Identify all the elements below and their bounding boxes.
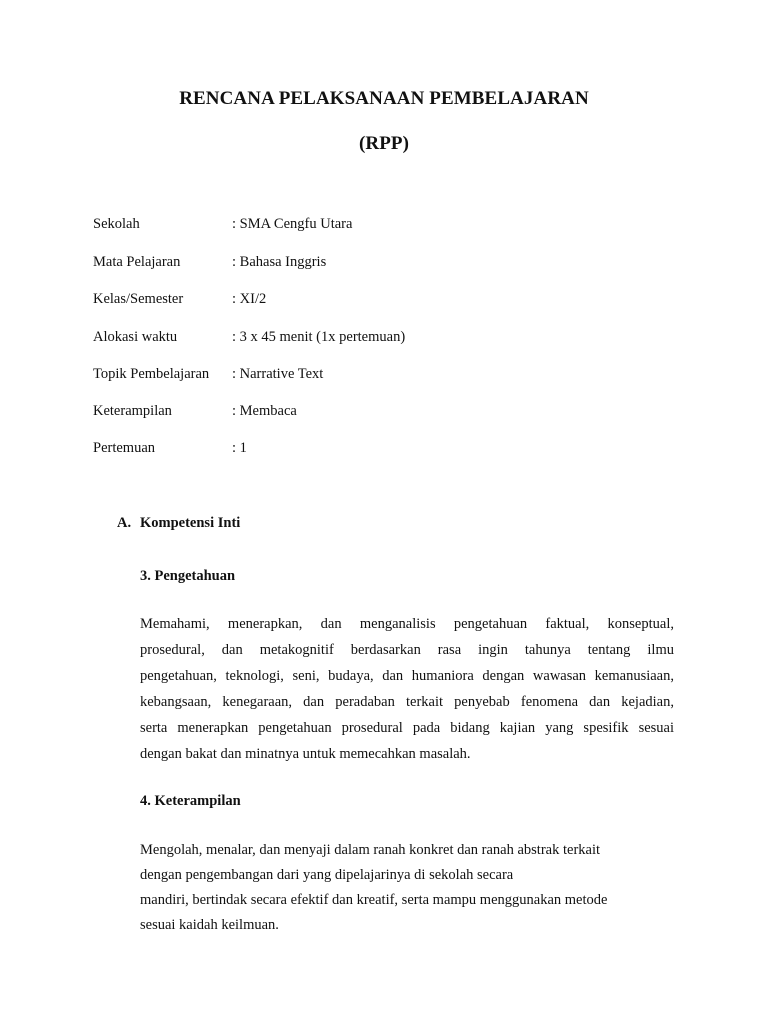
ki4-line: dengan pengembangan dari yang dipelajarinya di sekolah secara (140, 867, 514, 883)
info-row-kelas-semester (93, 289, 266, 309)
info-label: Pertemuan (93, 440, 156, 456)
ki4-line: mandiri, bertindak secara efektif dan kreatif, serta mampu menggunakan metode (140, 892, 608, 908)
document-subtitle-text: (RPP) (358, 133, 410, 154)
info-label: Kelas/Semester (93, 291, 184, 307)
info-value: : 3 x 45 menit (1x pertemuan) (232, 329, 406, 345)
ki3-line: pengetahuan, teknologi, seni, budaya, dan humaniora dengan wawasan kemanusiaan, (140, 668, 674, 684)
info-row-sekolah (93, 214, 352, 234)
ki3-line: dengan bakat dan minatnya untuk memecahkan masalah. (140, 746, 471, 762)
info-row-keterampilan (93, 401, 297, 421)
ki4-paragraph (140, 838, 674, 938)
info-value: : SMA Cengfu Utara (232, 216, 353, 232)
ki4-heading: 4. Keterampilan (140, 793, 241, 809)
ki3-line: Memahami, menerapkan, dan menganalisis pengetahuan faktual, konseptual, (140, 616, 674, 632)
info-value: : Membaca (232, 403, 297, 419)
document-title: RENCANA PELAKSANAAN PEMBELAJARAN (179, 88, 589, 109)
ki3-line: serta menerapkan pengetahuan prosedural pada bidang kajian yang spesifik sesuai (140, 720, 674, 736)
info-value: : Narrative Text (232, 366, 324, 382)
info-value: : Bahasa Inggris (232, 254, 327, 270)
section-a-heading (117, 513, 240, 533)
ki4-line: Mengolah, menalar, dan menyaji dalam ranah konkret dan ranah abstrak terkait (140, 842, 601, 858)
ki3-line: kebangsaan, kenegaraan, dan peradaban terkait penyebab fenomena dan kejadian, (140, 694, 674, 710)
ki4-line: sesuai kaidah keilmuan. (140, 917, 279, 933)
info-value: : XI/2 (232, 291, 267, 307)
info-label: Mata Pelajaran (93, 254, 181, 270)
info-row-pertemuan (93, 438, 247, 458)
info-row-mata-pelajaran (93, 252, 326, 272)
info-value: : 1 (232, 440, 247, 456)
section-a-letter: A. (117, 515, 132, 531)
info-row-topik-pembelajaran (93, 364, 323, 384)
document-subtitle (0, 133, 768, 155)
ki3-paragraph (140, 611, 674, 767)
ki3-line: prosedural, dan metakognitif berdasarkan rasa ingin tahunya tentang ilmu (140, 642, 674, 658)
info-label: Topik Pembelajaran (93, 366, 210, 382)
ki3-heading: 3. Pengetahuan (140, 568, 236, 584)
info-label: Alokasi waktu (93, 329, 178, 345)
info-label: Sekolah (93, 216, 140, 232)
info-row-alokasi-waktu (93, 327, 405, 347)
info-label: Keterampilan (93, 403, 172, 419)
section-a-title: Kompetensi Inti (140, 515, 241, 531)
